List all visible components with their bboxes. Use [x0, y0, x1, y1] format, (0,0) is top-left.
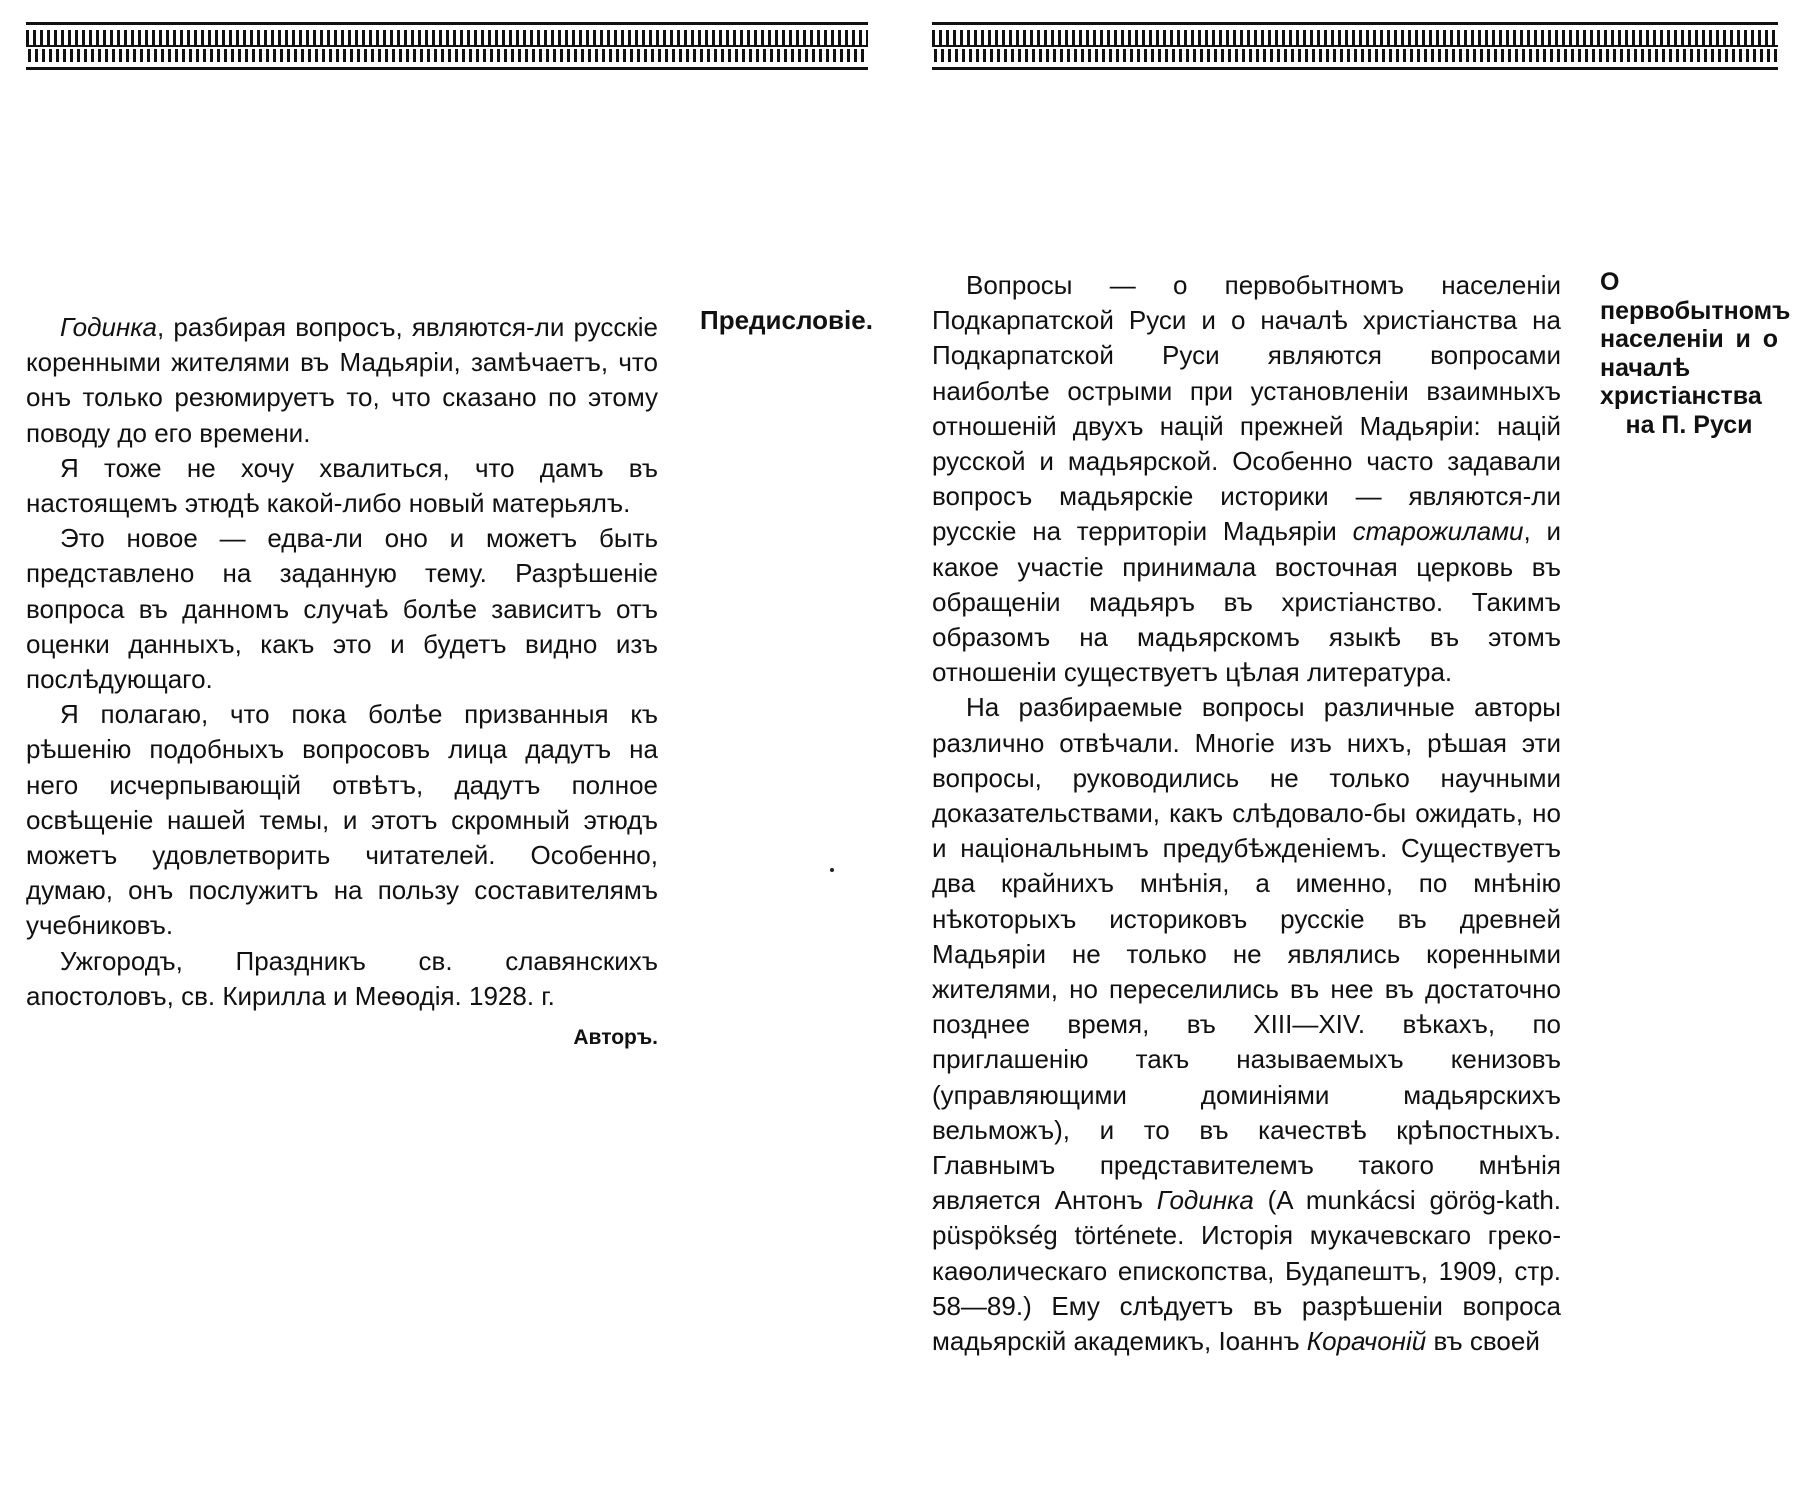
signature: Авторъ. [573, 1026, 658, 1050]
paragraph-1: Вопросы — о первобытномъ населеніи Подкарпатской Руси и о началѣ христіанства на Подкарпатской Руси являются вопросами наиболѣе острыми при установленіи взаимныхъ отношеній двухъ націй прежней Мадьяріи: націй русской и мадьярской. Особенно часто задавали вопросъ мадьярскіе историки — являются-ли русскіе на территоріи Мадьяріи старожилами, и какое участіе принимала восточная церковь въ обращеніи мадьяръ въ христіанство. Такимъ образомъ на мадьярскомъ языкѣ въ этомъ отношеніи существуетъ цѣлая литература. [932, 270, 1561, 688]
paragraph-5: Ужгородъ, Праздникъ св. славянскихъ апостоловъ, св. Кирилла и Меѳодія. 1928. г. [26, 945, 658, 1011]
paragraph-4: Я полагаю, что пока болѣе призванныя къ рѣшенію подобныхъ вопросовъ лица дадутъ на него исчерпывающій отвѣтъ, дадутъ полное освѣщеніе нашей темы, и этотъ скромный этюдъ можетъ удовлетворить читателей. Особенно, думаю, онъ послужитъ на пользу составителямъ учебниковъ. [26, 699, 658, 941]
left-page [0, 0, 880, 1500]
paragraph-2: На разбираемые вопросы различные авторы различно отвѣчали. Многіе изъ нихъ, рѣшая эти вопросы, руководились не только научными доказательствами, какъ слѣдовало-бы ожидать, но и національнымъ предубѣжденіемъ. Существуетъ два крайнихъ мнѣнія, а именно, по мнѣнію нѣкоторыхъ историковъ русскіе въ древней Мадьяріи не только не являлись коренными жителями, но переселились въ нее въ достаточно позднее время, въ XIII—XIV. вѣкахъ, по приглашенію такъ называемыхъ кенизовъ (управляющими доминіями мадьярскихъ вельможъ), и то въ качествѣ крѣпостныхъ. Главнымъ представителемъ такого мнѣнія является Антонъ Годинка (A munkácsi görög-kath. püspökség története. Исторія мукачевскаго греко-каѳолическаго епископства, Будапештъ, 1909, стр. 58—89.) Ему слѣдуетъ въ разрѣшеніи вопроса мадьярскій академикъ, Іоаннъ Корачоній въ своей [932, 692, 1562, 1357]
right-body-text [932, 268, 1561, 1359]
left-body-text [26, 310, 658, 1055]
author-name-italic: Годинка [60, 312, 158, 342]
paragraph-2: Я тоже не хочу хвалиться, что дамъ въ настоящемъ этюдѣ какой-либо новый матерьялъ. [26, 452, 658, 519]
stray-dot [830, 868, 834, 872]
side-title-preface: Предисловіе. [700, 305, 873, 335]
paragraph-3: Это новое — едва-ли оно и можетъ быть представлено на заданную тему. Разрѣшеніе вопроса въ данномъ случаѣ болѣе зависитъ отъ оценки данныхъ, какъ это и будетъ видно изъ послѣдующаго. [26, 523, 658, 695]
right-page [920, 0, 1800, 1500]
header-ornament-left [26, 22, 868, 70]
header-ornament-right [932, 22, 1778, 70]
side-title-topic: О первобытномъ населеніи и о началѣ христіанства на П. Руси [1600, 268, 1791, 439]
paragraph-1: Годинка, разбирая вопросъ, являются-ли русскіе коренными жителями въ Мадьяріи, замѣчаетъ, что онъ только резюмируетъ то, что сказано по этому поводу до его времени. [26, 312, 658, 448]
